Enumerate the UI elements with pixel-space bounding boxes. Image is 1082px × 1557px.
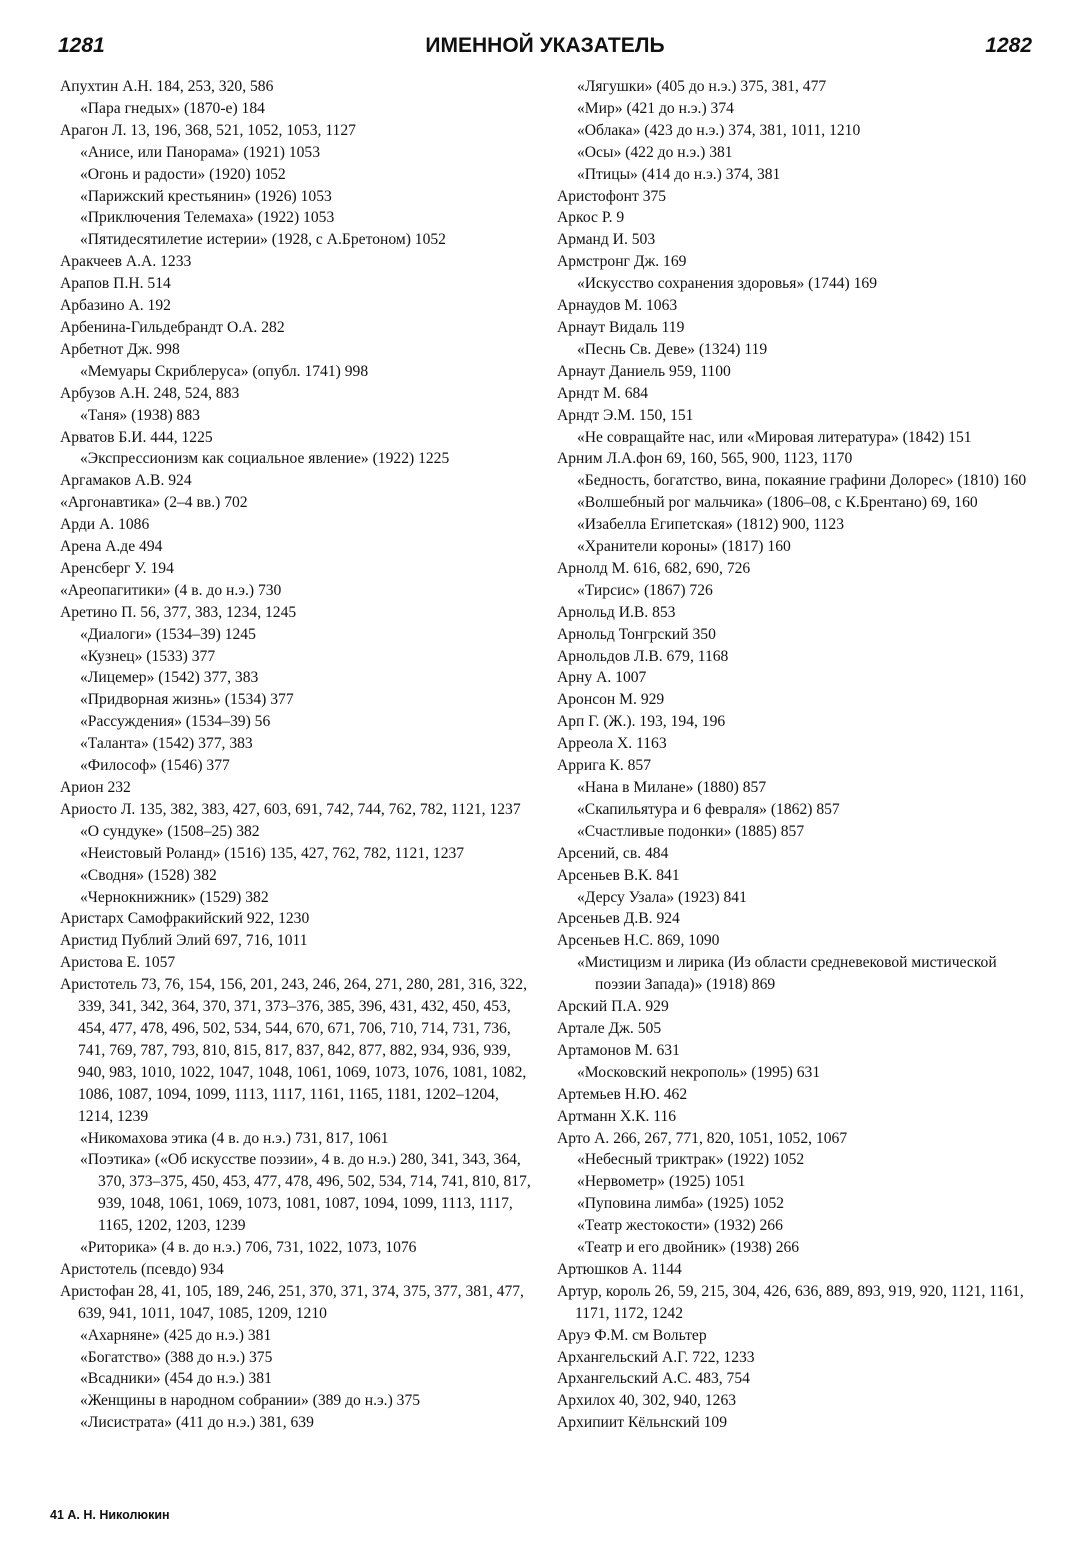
index-entry: Арндт Э.М. 150, 151 [557, 406, 694, 424]
index-entry: Арну А. 1007 [557, 669, 647, 687]
index-entry: Аристарх Самофракийский 922, 1230 [60, 910, 310, 928]
page-header [58, 34, 1032, 64]
footer-signature: 41 А. Н. Николюкин [50, 1508, 170, 1522]
index-entry: Аруэ Ф.М. см Вольтер [557, 1326, 707, 1344]
index-entry: Арион 232 [60, 779, 131, 796]
index-subentry: «Осы» (422 до н.э.) 381 [577, 143, 733, 161]
index-subentry: «Небесный триктрак» (1922) 1052 [577, 1151, 805, 1169]
index-entry: Аретино П. 56, 377, 383, 1234, 1245 [60, 603, 297, 621]
index-subentry: «Богатство» (388 до н.э.) 375 [80, 1348, 273, 1366]
index-entry: Арди А. 1086 [60, 516, 150, 534]
index-entry: Арбузов А.Н. 248, 524, 883 [60, 384, 240, 402]
index-entry: Арнаут Даниель 959, 1100 [557, 362, 731, 380]
index-subentry: «Парижский крестьянин» (1926) 1053 [80, 187, 332, 205]
index-subentry: «Таня» (1938) 883 [80, 406, 200, 424]
index-subentry: «Изабелла Египетская» (1812) 900, 1123 [577, 516, 845, 534]
index-entry: Арто А. 266, 267, 771, 820, 1051, 1052, 1067 [557, 1129, 848, 1147]
index-entry: Аронсон М. 929 [557, 691, 665, 709]
index-subentry: «Огонь и радости» (1920) 1052 [80, 165, 286, 183]
page-number-left: 1281 [58, 34, 105, 57]
index-entry: Арсеньев Д.В. 924 [557, 910, 680, 928]
index-subentry: «Пуповина лимба» (1925) 1052 [577, 1195, 785, 1213]
index-subentry: «Лисистрата» (411 до н.э.) 381, 639 [80, 1414, 314, 1432]
index-subentry: «Женщины в народном собрании» (389 до н.э.) 375 [80, 1392, 421, 1410]
index-entry: Аракчеев А.А. 1233 [60, 253, 192, 271]
index-subentry: «Пятидесятилетие истерии» (1928, с А.Бретоном) 1052 [80, 231, 446, 249]
index-subentry: «Кузнец» (1533) 377 [80, 647, 216, 665]
index-entry: «Ареопагитики» (4 в. до н.э.) 730 [60, 581, 282, 599]
index-entry: Арбетнот Дж. 998 [60, 340, 180, 358]
index-subentry: «Философ» (1546) 377 [80, 757, 230, 775]
index-entry: Арсеньев Н.С. 869, 1090 [557, 932, 720, 950]
index-subentry: «Бедность, богатство, вина, покаяние графини Долорес» (1810) 160 [577, 472, 1027, 490]
index-entry: Артале Дж. 505 [557, 1019, 662, 1037]
index-entry: Аренсберг У. 194 [60, 559, 174, 577]
index-entry: «Аргонавтика» (2–4 вв.) 702 [60, 494, 248, 512]
index-subentry: «Риторика» (4 в. до н.э.) 706, 731, 1022, 1073, 1076 [80, 1239, 417, 1257]
index-entry: Арнаут Видаль 119 [557, 318, 685, 336]
index-entry: Аркос Р. 9 [557, 209, 625, 227]
index-entry: Архипиит Кёльнский 109 [557, 1414, 727, 1432]
index-entry: Архилох 40, 302, 940, 1263 [557, 1392, 737, 1410]
index-entry: Аристотель 73, 76, 154, 156, 201, 243, 246, 264, 271, 280, 281, 316, 322, 339, 341, 342, 364, 370, 371, 373–376, 385, 396, 431, 432, 450, 453, 454, 477, 478, 496, 502, 534, 544, 670, 671, 706, 710, 714, 731, 736, 741, 769, 787, 793, 810, 815, 817, 837, 842, 877, 882, 934, 936, 939, 940, 983, 1010, 1022, 1047, 1048, 1061, 1069, 1073, 1076, 1081, 1082, 1086, 1087, 1094, 1099, 1113, 1117, 1161, 1165, 1181, 1202–1204, 1214, 1239 [60, 976, 527, 1125]
index-subentry: «Театр жестокости» (1932) 266 [577, 1217, 783, 1235]
index-column-left [60, 76, 532, 1434]
index-subentry: «Нана в Милане» (1880) 857 [577, 779, 767, 796]
index-subentry: «Лицемер» (1542) 377, 383 [80, 669, 259, 687]
index-subentry: «Скапильятура и 6 февраля» (1862) 857 [577, 800, 840, 818]
page-number-right: 1282 [985, 34, 1032, 57]
index-subentry: «О сундуке» (1508–25) 382 [80, 822, 260, 840]
index-entry: Ариосто Л. 135, 382, 383, 427, 603, 691, 742, 744, 762, 782, 1121, 1237 [60, 800, 521, 818]
index-entry: Арсений, св. 484 [557, 844, 669, 862]
index-subentry: «Рассуждения» (1534–39) 56 [80, 713, 271, 731]
index-subentry: «Ахарняне» (425 до н.э.) 381 [80, 1326, 272, 1344]
index-subentry: «Дерсу Узала» (1923) 841 [577, 888, 747, 906]
index-entry: Арский П.А. 929 [557, 998, 669, 1016]
index-subentry: «Искусство сохранения здоровья» (1744) 169 [577, 275, 878, 293]
index-entry: Аристофан 28, 41, 105, 189, 246, 251, 370, 371, 374, 375, 377, 381, 477, 639, 941, 1011, 1047, 1085, 1209, 1210 [60, 1282, 524, 1322]
index-entry: Аристотель (псевдо) 934 [60, 1260, 224, 1278]
index-entry: Апухтин А.Н. 184, 253, 320, 586 [60, 78, 274, 95]
index-subentry: «Лягушки» (405 до н.э.) 375, 381, 477 [577, 78, 827, 95]
index-subentry: «Неистовый Роланд» (1516) 135, 427, 762, 782, 1121, 1237 [80, 844, 465, 862]
index-entry: Артур, король 26, 59, 215, 304, 426, 636, 889, 893, 919, 920, 1121, 1161, 1171, 1172, 1242 [557, 1282, 1024, 1322]
index-subentry: «Мир» (421 до н.э.) 374 [577, 99, 734, 117]
index-entry: Арватов Б.И. 444, 1225 [60, 428, 213, 446]
index-subentry: «Никомахова этика (4 в. до н.э.) 731, 817, 1061 [80, 1129, 389, 1147]
index-entry: Арагон Л. 13, 196, 368, 521, 1052, 1053, 1127 [60, 121, 356, 139]
index-subentry: «Облака» (423 до н.э.) 374, 381, 1011, 1210 [577, 121, 861, 139]
index-subentry: «Песнь Св. Деве» (1324) 119 [577, 340, 768, 358]
index-subentry: «Чернокнижник» (1529) 382 [80, 888, 269, 906]
index-subentry: «Мистицизм и лирика (Из области средневековой мистической поэзии Запада)» (1918) 869 [577, 954, 997, 994]
index-entry: Арбенина-Гильдебрандт О.А. 282 [60, 318, 285, 336]
index-entry: Арнольд И.В. 853 [557, 603, 676, 621]
index-entry: Арапов П.Н. 514 [60, 275, 171, 293]
index-entry: Артамонов М. 631 [557, 1041, 680, 1059]
index-entry: Арсеньев В.К. 841 [557, 866, 680, 884]
index-subentry: «Московский некрополь» (1995) 631 [577, 1063, 821, 1081]
index-entry: Арбазино А. 192 [60, 297, 171, 315]
index-subentry: «Придворная жизнь» (1534) 377 [80, 691, 294, 709]
index-entry: Архангельский А.Г. 722, 1233 [557, 1348, 755, 1366]
index-entry: Арнольд Тонгрский 350 [557, 625, 716, 643]
index-entry: Артемьев Н.Ю. 462 [557, 1085, 688, 1103]
index-subentry: «Волшебный рог мальчика» (1806–08, с К.Брентано) 69, 160 [577, 494, 978, 512]
index-entry: Арманд И. 503 [557, 231, 656, 249]
index-subentry: «Хранители короны» (1817) 160 [577, 538, 791, 556]
index-subentry: «Сводня» (1528) 382 [80, 866, 217, 884]
index-entry: Аристид Публий Элий 697, 716, 1011 [60, 932, 308, 950]
index-subentry: «Диалоги» (1534–39) 1245 [80, 625, 256, 643]
index-entry: Артманн Х.К. 116 [557, 1107, 677, 1125]
index-entry: Аррига К. 857 [557, 757, 652, 775]
index-entry: Арена А.де 494 [60, 538, 163, 556]
index-subentry: «Тирсис» (1867) 726 [577, 581, 713, 599]
section-title: ИМЕННОЙ УКАЗАТЕЛЬ [425, 34, 665, 57]
index-subentry: «Птицы» (414 до н.э.) 374, 381 [577, 165, 781, 183]
index-entry: Артюшков А. 1144 [557, 1260, 682, 1278]
index-subentry: «Нервометр» (1925) 1051 [577, 1173, 746, 1191]
index-entry: Архангельский А.С. 483, 754 [557, 1370, 750, 1388]
index-subentry: «Таланта» (1542) 377, 383 [80, 735, 253, 753]
index-entry: Арнаудов М. 1063 [557, 297, 678, 315]
index-entry: Арнолд М. 616, 682, 690, 726 [557, 559, 751, 577]
index-entry: Аристова Е. 1057 [60, 954, 176, 972]
index-subentry: «Мемуары Скриблеруса» (опубл. 1741) 998 [80, 362, 369, 380]
index-entry: Арреола Х. 1163 [557, 735, 667, 753]
index-entry: Арнольдов Л.В. 679, 1168 [557, 647, 729, 665]
index-entry: Арп Г. (Ж.). 193, 194, 196 [557, 713, 726, 731]
index-subentry: «Поэтика» («Об искусстве поэзии», 4 в. до н.э.) 280, 341, 343, 364, 370, 373–375, 450, 453, 477, 478, 496, 502, 534, 714, 741, 810, 817, 939, 1048, 1061, 1069, 1073, 1081, 1087, 1094, 1099, 1113, 1117, 1165, 1202, 1203, 1239 [80, 1151, 531, 1235]
index-subentry: «Театр и его двойник» (1938) 266 [577, 1239, 800, 1257]
index-subentry: «Счастливые подонки» (1885) 857 [577, 822, 805, 840]
index-subentry: «Приключения Телемаха» (1922) 1053 [80, 209, 335, 227]
index-column-right [557, 76, 1035, 1434]
index-entry: Арндт М. 684 [557, 384, 649, 402]
index-subentry: «Экспрессионизм как социальное явление» (1922) 1225 [80, 450, 450, 468]
index-subentry: «Всадники» (454 до н.э.) 381 [80, 1370, 272, 1388]
index-subentry: «Не совращайте нас, или «Мировая литература» (1842) 151 [577, 428, 972, 446]
index-entry: Аристофонт 375 [557, 187, 667, 205]
index-entry: Армстронг Дж. 169 [557, 253, 687, 271]
index-entry: Аргамаков А.В. 924 [60, 472, 192, 490]
index-subentry: «Пара гнедых» (1870-е) 184 [80, 99, 265, 117]
index-subentry: «Анисе, или Панорама» (1921) 1053 [80, 143, 321, 161]
index-entry: Арним Л.А.фон 69, 160, 565, 900, 1123, 1170 [557, 450, 853, 468]
